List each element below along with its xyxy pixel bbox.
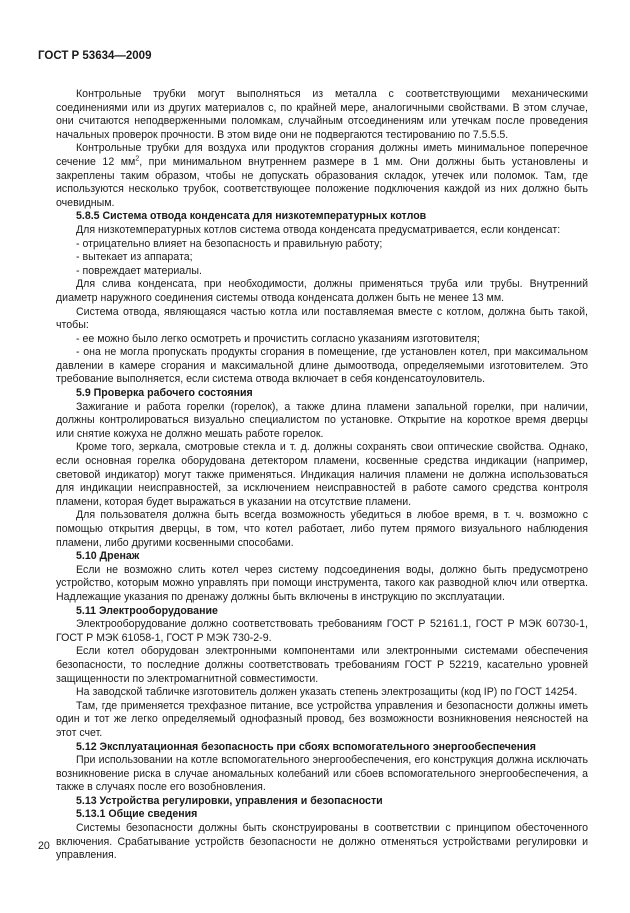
superscript: 2: [135, 155, 140, 163]
document-body: [56, 88, 588, 863]
section-heading: 5.11 Электрооборудование: [76, 604, 218, 617]
list-item: - ее можно было легко осмотреть и прочистить согласно указаниям изготовителя;: [76, 332, 480, 345]
paragraph: Контрольные трубки могут выполняться из металла с соответствующими механическими соединениями или из других материалов с, по крайней мере, аналогичными свойствами. В этом случае, они считаются неподверженными поломкам, случайным отсоединениям или утечкам после проведения начальных проверок прочности. В этом виде они не подвергаются тестированию по 7.5.5.5.: [56, 88, 588, 141]
paragraph-text: , при минимальном внутреннем размере в 1 мм. Они должны быть установлены и закреплены таким образом, чтобы не допускать образования складок, утечек или поломок. Там, где используются несколько трубок, соответствующее положение подключения каждой из них должно быть очевидным.: [56, 155, 588, 209]
paragraph: Зажигание и работа горелки (горелок), а также длина пламени запальной горелки, при наличии, должны контролироваться визуально специалистом по установке. Открытие на короткое время дверцы или снятие кожуха не должно мешать работе горелок.: [56, 400, 588, 440]
paragraph: Электрооборудование должно соответствовать требованиям ГОСТ Р 52161.1, ГОСТ Р МЭК 60730-1, ГОСТ Р МЭК 61058-1, ГОСТ Р МЭК 730-2-9.: [56, 618, 588, 644]
paragraph: Для слива конденсата, при необходимости, должны применяться труба или трубы. Внутренний диаметр наружного соединения системы отвода конденсата должен быть не менее 13 мм.: [56, 278, 588, 304]
list-item: - повреждает материалы.: [76, 264, 202, 277]
paragraph: Для низкотемпературных котлов система отвода конденсата предусматривается, если конденсат:: [76, 223, 561, 236]
page-number: 20: [38, 840, 50, 852]
section-heading: 5.12 Эксплуатационная безопасность при сбоях вспомогательного энергообеспечения: [76, 740, 536, 753]
paragraph: На заводской табличке изготовитель должен указать степень электрозащиты (код IP) по ГОСТ 14254.: [76, 686, 578, 699]
section-heading: 5.13 Устройства регулировки, управления и безопасности: [76, 794, 383, 807]
paragraph: Если котел оборудован электронными компонентами или электронными системами обеспечения безопасности, то последние должны соответствовать требованиям ГОСТ Р 52219, касательно уровней защищенности по электромагнитной совместимости.: [56, 645, 588, 685]
section-heading: 5.9 Проверка рабочего состояния: [76, 387, 253, 400]
document-header: ГОСТ Р 53634—2009: [38, 50, 152, 62]
paragraph: Кроме того, зеркала, смотровые стекла и т. д. должны сохранять свои оптические свойства. Однако, если основная горелка оборудована детектором пламени, косвенные средства индикации (например, световой индикатор) могут также применяться. Индикация наличия пламени не должна использоваться для индикации неисправностей, за исключением неисправностей в работе самого средства контроля пламени, которая будет выражаться в указании на отсутствие пламени.: [56, 441, 588, 508]
paragraph: При использовании на котле вспомогательного энергообеспечения, его конструкция должна исключать возникновение риска в случае аномальных колебаний или сбоев вспомогательного энергообеспечения, а также в случаях после его возобновления.: [56, 754, 588, 794]
paragraph: [56, 142, 588, 210]
paragraph: Там, где применяется трехфазное питание, все устройства управления и безопасности должны иметь один и тот же легко определяемый однофазный провод, без возможности возникновения неясностей на этот счет.: [56, 699, 588, 739]
paragraph-text: Контрольные трубки для воздуха или продуктов сгорания должны иметь минимальное поперечное сечение 12 мм: [56, 142, 588, 168]
paragraph: Для пользователя должна быть всегда возможность убедиться в любое время, в т. ч. возможно с помощью открытия дверцы, в том, что котел работает, либо путем прямого визуального наблюдения пламени, либо другими косвенными способами.: [56, 509, 588, 549]
list-item: - отрицательно влияет на безопасность и правильную работу;: [76, 237, 383, 250]
list-item: - вытекает из аппарата;: [76, 251, 193, 264]
section-heading: 5.13.1 Общие сведения: [76, 808, 198, 821]
section-heading: 5.10 Дренаж: [76, 550, 140, 563]
paragraph: Системы безопасности должны быть сконструированы в соответствии с принципом обесточенного включения. Срабатывание устройств безопасности не должно отменяться устройствами регулировки и управления.: [56, 822, 588, 862]
section-heading: 5.8.5 Система отвода конденсата для низкотемпературных котлов: [76, 210, 427, 223]
paragraph: Если не возможно слить котел через систему подсоединения воды, должно быть предусмотрено устройство, которым можно управлять при помощи инструмента, такого как разводной ключ или отвертка. Надлежащие указания по дренажу должны быть включены в инструкцию по эксплуатации.: [56, 563, 588, 603]
paragraph: Система отвода, являющаяся частью котла или поставляемая вместе с котлом, должна быть такой, чтобы:: [56, 305, 588, 332]
list-item: - она не могла пропускать продукты сгорания в помещение, где установлен котел, при максимальном давлении в камере сгорания и максимальной длине дымоотвода, определяемыми изготовителем. Это требование выполняется, если система отвода включает в себя конденсатоуловитель.: [56, 346, 588, 386]
